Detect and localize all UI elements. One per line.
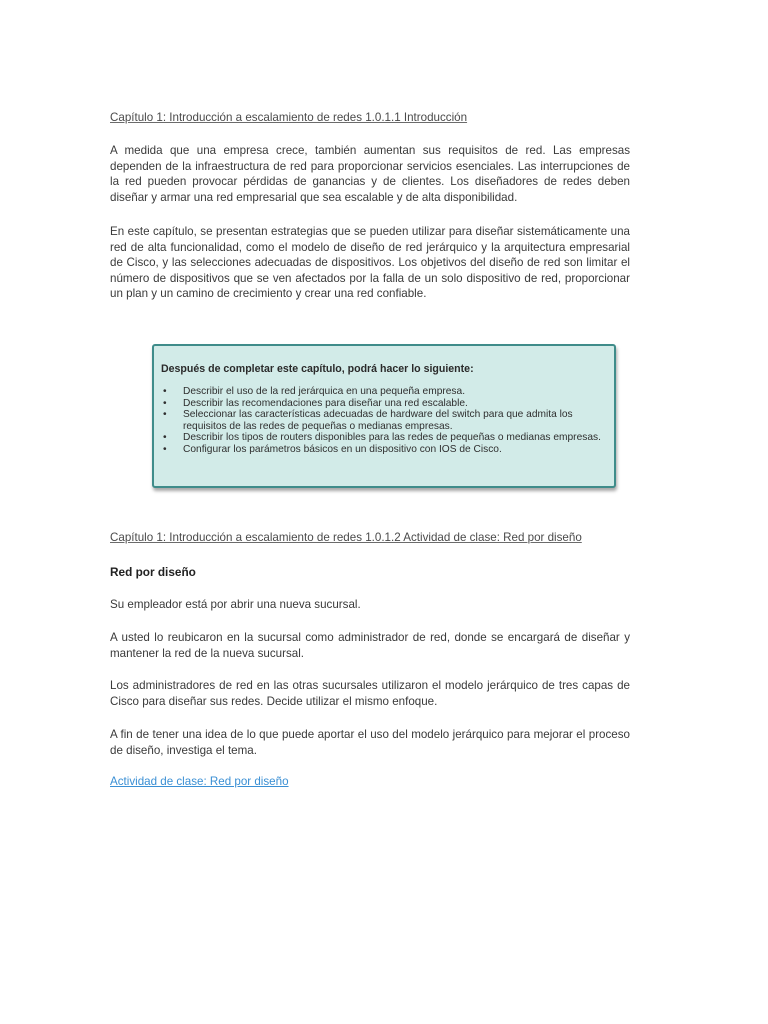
section-1-paragraph-2: En este capítulo, se presentan estrategias que se pueden utilizar para diseñar sistemáticamente una red de alta funcionalidad, como el modelo de diseño de red jerárquico y la arquitectura empresarial de Cisco, y las selecciones adecuadas de dispositivos. Los objetivos del diseño de red son limitar el número de dispositivos que se ven afectados por la falla de un solo dispositivo de red, proporcionar un plan y un camino de crecimiento y crear una red confiable. bbox=[110, 225, 630, 301]
objective-text: Describir los tipos de routers disponibles para las redes de pequeñas o medianas empresas. bbox=[183, 432, 601, 443]
section-2-title: Red por diseño bbox=[110, 565, 196, 579]
objectives-callout-box bbox=[152, 344, 616, 488]
bullet-icon: • bbox=[163, 386, 167, 397]
objective-item bbox=[161, 409, 606, 432]
objectives-title: Después de completar este capítulo, podrá hacer lo siguiente: bbox=[161, 363, 474, 375]
objective-item bbox=[161, 398, 606, 410]
section-2-paragraph-3: Los administradores de red en las otras sucursales utilizaron el modelo jerárquico de tres capas de Cisco para diseñar sus redes. Decide utilizar el mismo enfoque. bbox=[110, 679, 630, 708]
bullet-icon: • bbox=[163, 443, 167, 455]
objectives-list bbox=[161, 386, 606, 455]
bullet-icon: • bbox=[163, 397, 167, 409]
section-2-heading-link[interactable]: Capítulo 1: Introducción a escalamiento de redes 1.0.1.2 Actividad de clase: Red por diseño bbox=[110, 531, 582, 544]
objective-text: Describir las recomendaciones para diseñar una red escalable. bbox=[183, 397, 468, 409]
objective-item bbox=[161, 432, 606, 444]
objective-text: Seleccionar las características adecuadas de hardware del switch para que admita los requisitos de las redes de pequeñas o medianas empresas. bbox=[183, 409, 573, 432]
section-2-paragraph-2: A usted lo reubicaron en la sucursal como administrador de red, donde se encargará de diseñar y mantener la red de la nueva sucursal. bbox=[110, 631, 630, 660]
section-2-paragraph-1: Su empleador está por abrir una nueva sucursal. bbox=[110, 598, 361, 611]
objective-text: Describir el uso de la red jerárquica en una pequeña empresa. bbox=[183, 386, 466, 397]
bullet-icon: • bbox=[163, 432, 167, 443]
section-1-paragraph-1: A medida que una empresa crece, también aumentan sus requisitos de red. Las empresas dependen de la infraestructura de red para proporcionar servicios esenciales. Las interrupciones de la red pueden provocar pérdidas de ganancias y de clientes. Los diseñadores de redes deben diseñar y armar una red empresarial que sea escalable y de alta disponibilidad. bbox=[110, 144, 630, 204]
bullet-icon: • bbox=[163, 409, 167, 420]
objective-text: Configurar los parámetros básicos en un dispositivo con IOS de Cisco. bbox=[183, 443, 502, 455]
section-1-heading-link[interactable]: Capítulo 1: Introducción a escalamiento de redes 1.0.1.1 Introducción bbox=[110, 111, 468, 124]
class-activity-link[interactable]: Actividad de clase: Red por diseño bbox=[110, 775, 289, 788]
section-2-paragraph-4: A fin de tener una idea de lo que puede aportar el uso del modelo jerárquico para mejorar el proceso de diseño, investiga el tema. bbox=[110, 728, 630, 757]
objective-item bbox=[161, 386, 606, 398]
objective-item bbox=[161, 444, 606, 456]
